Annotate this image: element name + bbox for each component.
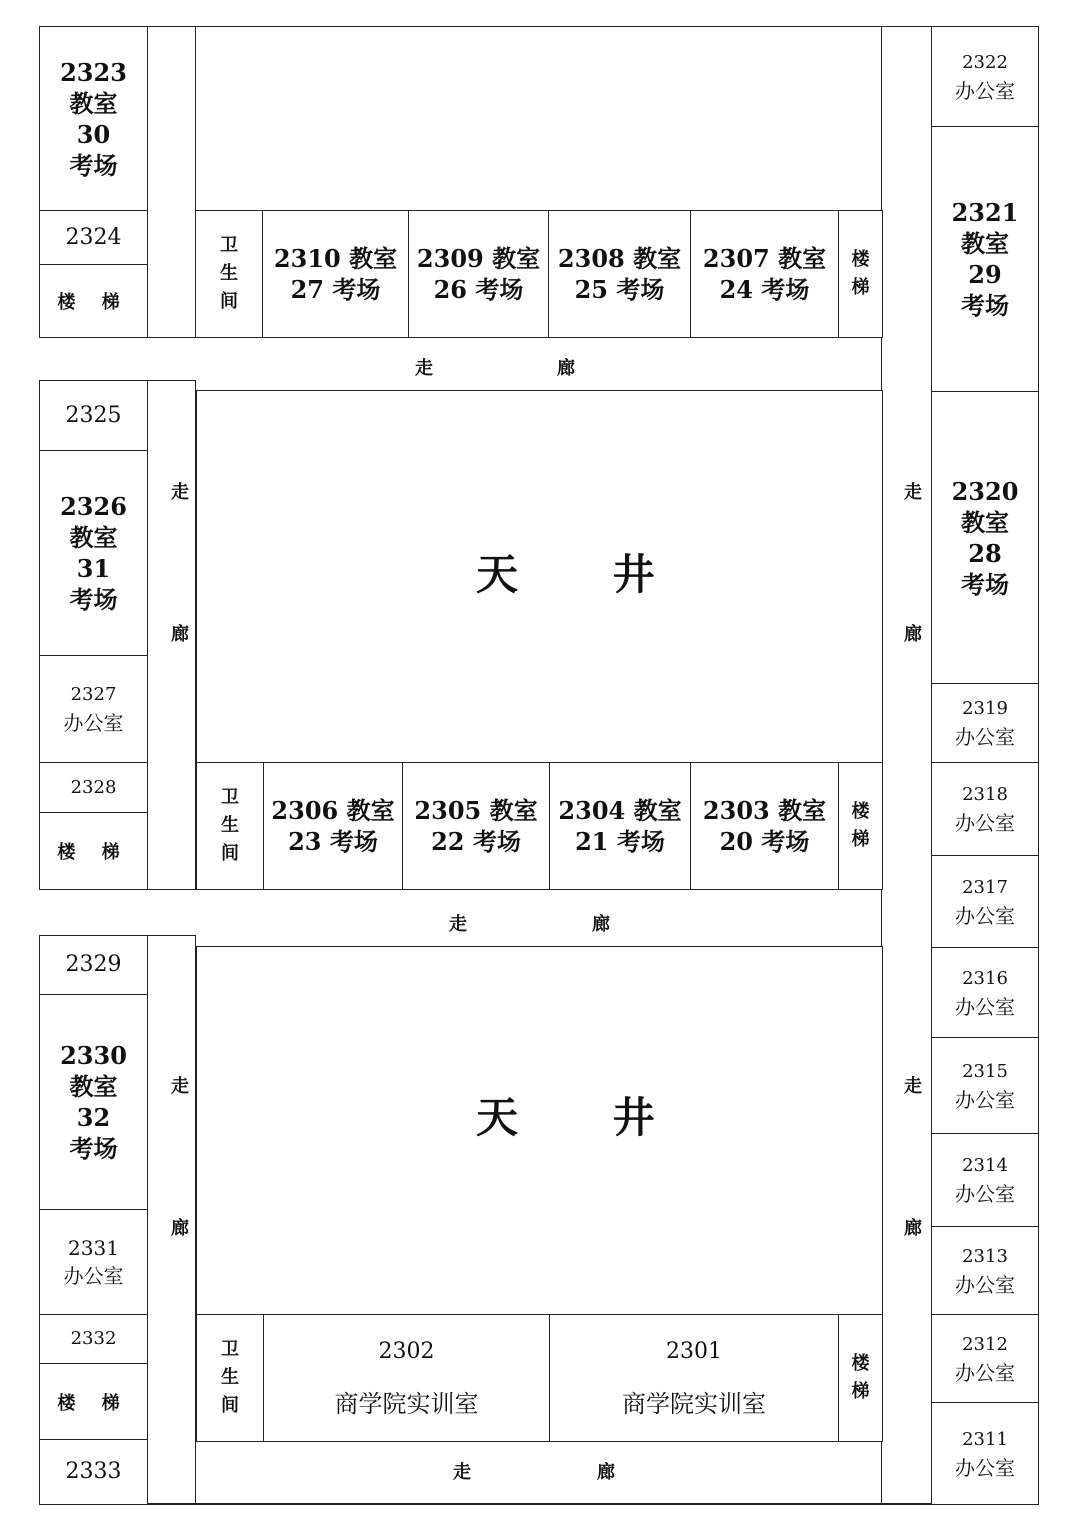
room-2305 bbox=[402, 762, 550, 890]
room-number: 2325 bbox=[65, 402, 122, 428]
room-number: 2318 bbox=[962, 784, 1008, 805]
room-number: 2321 bbox=[951, 198, 1019, 227]
room-2314 bbox=[931, 1133, 1039, 1227]
exam-label: 23 考场 bbox=[288, 827, 378, 856]
room-2307 bbox=[690, 210, 839, 338]
room-number: 2326 bbox=[60, 492, 127, 521]
stairs-middle bbox=[838, 762, 883, 890]
room-number: 2320 bbox=[951, 476, 1019, 506]
room-label: 2307 教室 bbox=[702, 244, 827, 273]
room-type: 办公室 bbox=[955, 1182, 1015, 1206]
room-label: 2310 教室 bbox=[273, 244, 398, 273]
corridor-v-east-2-bottom: 廊 bbox=[904, 1218, 922, 1239]
exam-label: 27 考场 bbox=[290, 275, 381, 304]
room-number: 2319 bbox=[962, 698, 1008, 719]
room-number: 2313 bbox=[962, 1245, 1008, 1267]
room-type: 教室 bbox=[69, 523, 118, 552]
room-2327 bbox=[39, 655, 148, 763]
restroom-char: 卫 bbox=[221, 1339, 239, 1360]
corridor-label-3a: 走 bbox=[453, 1462, 471, 1483]
room-label: 2304 教室 bbox=[558, 796, 682, 825]
stairs-south bbox=[838, 1314, 883, 1442]
exam-label: 22 考场 bbox=[431, 827, 521, 856]
room-number: 2332 bbox=[70, 1328, 117, 1349]
room-2324 bbox=[39, 210, 148, 265]
room-type: 办公室 bbox=[955, 994, 1015, 1019]
stairs-char: 梯 bbox=[851, 277, 870, 298]
room-type: 教室 bbox=[69, 88, 118, 118]
stairs-label: 楼 梯 bbox=[57, 292, 130, 313]
room-number: 2333 bbox=[65, 1459, 122, 1484]
room-number: 2302 bbox=[378, 1339, 435, 1364]
room-type: 办公室 bbox=[63, 711, 124, 735]
stairs-west-3 bbox=[39, 1363, 148, 1440]
room-2326 bbox=[39, 450, 148, 656]
south-boundary-line bbox=[148, 1503, 932, 1505]
room-2331 bbox=[39, 1209, 148, 1315]
atrium-1-label: 天 井 bbox=[476, 550, 695, 599]
room-number: 2301 bbox=[666, 1339, 722, 1364]
room-type: 教室 bbox=[961, 229, 1009, 258]
corridor-label-2a: 走 bbox=[449, 914, 467, 935]
restroom-char: 生 bbox=[221, 1367, 239, 1388]
room-type: 办公室 bbox=[955, 1272, 1015, 1297]
restroom-char: 间 bbox=[221, 1395, 239, 1416]
room-2302 bbox=[263, 1314, 550, 1442]
corridor-v-west-1-top: 走 bbox=[171, 482, 189, 503]
restroom-char: 生 bbox=[220, 263, 238, 284]
corridor-label-1b: 廊 bbox=[557, 358, 575, 379]
room-2315 bbox=[931, 1037, 1039, 1134]
restroom-south bbox=[196, 1314, 264, 1442]
room-2317 bbox=[931, 855, 1039, 948]
room-type: 办公室 bbox=[955, 1087, 1015, 1112]
room-number: 2330 bbox=[60, 1041, 127, 1070]
stairs-west-2 bbox=[39, 812, 148, 890]
room-2323 bbox=[39, 26, 148, 211]
room-2318 bbox=[931, 762, 1039, 856]
room-2333 bbox=[39, 1439, 148, 1505]
exam-word: 考场 bbox=[961, 291, 1009, 320]
restroom-char: 卫 bbox=[220, 235, 238, 256]
restroom-char: 卫 bbox=[221, 787, 239, 808]
stairs-label: 楼 梯 bbox=[57, 842, 130, 863]
room-number: 2311 bbox=[962, 1428, 1008, 1450]
room-number: 2331 bbox=[68, 1236, 119, 1260]
room-2313 bbox=[931, 1226, 1039, 1315]
room-2328 bbox=[39, 762, 148, 813]
corridor-v-east-1-top: 走 bbox=[904, 482, 922, 503]
stairs-char: 楼 bbox=[851, 249, 870, 270]
atrium-2-label: 天 井 bbox=[476, 1093, 695, 1142]
exam-label: 20 考场 bbox=[719, 827, 810, 856]
room-2308 bbox=[548, 210, 691, 338]
room-number: 2314 bbox=[962, 1155, 1008, 1176]
restroom-middle bbox=[196, 762, 264, 890]
room-label: 2309 教室 bbox=[416, 244, 541, 273]
room-2322 bbox=[931, 26, 1039, 127]
room-number: 2324 bbox=[65, 224, 122, 250]
north-wing-outline bbox=[195, 26, 883, 212]
room-number: 2329 bbox=[65, 952, 122, 977]
corridor-v-west-2-bottom: 廊 bbox=[171, 1218, 189, 1239]
room-label: 商学院实训室 bbox=[334, 1390, 479, 1418]
restroom-char: 生 bbox=[221, 815, 239, 836]
corridor-v-west-2-top: 走 bbox=[171, 1076, 189, 1097]
room-type: 办公室 bbox=[955, 903, 1015, 928]
room-label: 2308 教室 bbox=[557, 244, 682, 273]
room-2330 bbox=[39, 994, 148, 1210]
exam-word: 考场 bbox=[69, 1134, 118, 1163]
room-number: 2312 bbox=[962, 1333, 1008, 1355]
exam-number: 29 bbox=[968, 260, 1002, 289]
exam-number: 30 bbox=[76, 119, 111, 149]
corridor-v-west-1-bottom: 廊 bbox=[171, 624, 189, 645]
room-type: 办公室 bbox=[955, 725, 1015, 749]
room-number: 2322 bbox=[962, 51, 1008, 73]
stairs-char: 梯 bbox=[851, 1381, 870, 1402]
room-label: 2306 教室 bbox=[271, 796, 395, 825]
restroom-char: 间 bbox=[220, 291, 238, 312]
stairs-west-1 bbox=[39, 264, 148, 338]
room-2321 bbox=[931, 126, 1039, 392]
room-2311 bbox=[931, 1402, 1039, 1505]
room-number: 2316 bbox=[962, 967, 1008, 989]
room-number: 2323 bbox=[60, 57, 127, 87]
corridor-label-2b: 廊 bbox=[592, 914, 610, 935]
restroom-north bbox=[195, 210, 263, 338]
room-2306 bbox=[263, 762, 403, 890]
room-2325 bbox=[39, 380, 148, 451]
corridor-v-east-2-top: 走 bbox=[904, 1076, 922, 1097]
room-2303 bbox=[690, 762, 839, 890]
exam-word: 考场 bbox=[69, 150, 118, 180]
room-number: 2328 bbox=[70, 776, 117, 798]
stairs-label: 楼 梯 bbox=[57, 1392, 130, 1414]
room-label: 2303 教室 bbox=[702, 796, 827, 825]
room-label: 商学院实训室 bbox=[622, 1390, 766, 1418]
stairs-north bbox=[838, 210, 883, 338]
room-2310 bbox=[262, 210, 409, 338]
exam-label: 25 考场 bbox=[574, 275, 665, 304]
room-2301 bbox=[549, 1314, 839, 1442]
corridor-v-east-1-bottom: 廊 bbox=[904, 624, 922, 645]
exam-number: 32 bbox=[76, 1103, 111, 1132]
room-2332 bbox=[39, 1314, 148, 1364]
room-type: 教室 bbox=[961, 507, 1009, 537]
room-type: 办公室 bbox=[955, 811, 1015, 835]
room-2329 bbox=[39, 935, 148, 995]
stairs-char: 梯 bbox=[851, 829, 870, 850]
stairs-char: 楼 bbox=[851, 1353, 870, 1374]
room-2320 bbox=[931, 391, 1039, 684]
exam-label: 26 考场 bbox=[433, 275, 524, 304]
exam-number: 31 bbox=[76, 554, 111, 583]
room-type: 教室 bbox=[69, 1072, 118, 1101]
room-number: 2327 bbox=[70, 684, 117, 705]
room-2312 bbox=[931, 1314, 1039, 1403]
room-number: 2317 bbox=[962, 876, 1008, 898]
exam-label: 21 考场 bbox=[575, 827, 665, 856]
room-2309 bbox=[408, 210, 549, 338]
exam-word: 考场 bbox=[961, 569, 1009, 599]
exam-number: 28 bbox=[968, 538, 1002, 568]
room-type: 办公室 bbox=[63, 1264, 124, 1288]
stairs-char: 楼 bbox=[851, 801, 870, 822]
room-2304 bbox=[549, 762, 691, 890]
room-type: 办公室 bbox=[955, 1455, 1015, 1480]
room-label: 2305 教室 bbox=[414, 796, 538, 825]
room-2316 bbox=[931, 947, 1039, 1038]
exam-label: 24 考场 bbox=[719, 275, 810, 304]
room-type: 办公室 bbox=[955, 1360, 1015, 1385]
room-type: 办公室 bbox=[955, 78, 1015, 103]
exam-word: 考场 bbox=[69, 585, 118, 614]
room-number: 2315 bbox=[962, 1060, 1008, 1082]
corridor-label-3b: 廊 bbox=[597, 1462, 615, 1483]
corridor-label-1a: 走 bbox=[415, 358, 433, 379]
room-2319 bbox=[931, 683, 1039, 763]
restroom-char: 间 bbox=[221, 843, 239, 864]
